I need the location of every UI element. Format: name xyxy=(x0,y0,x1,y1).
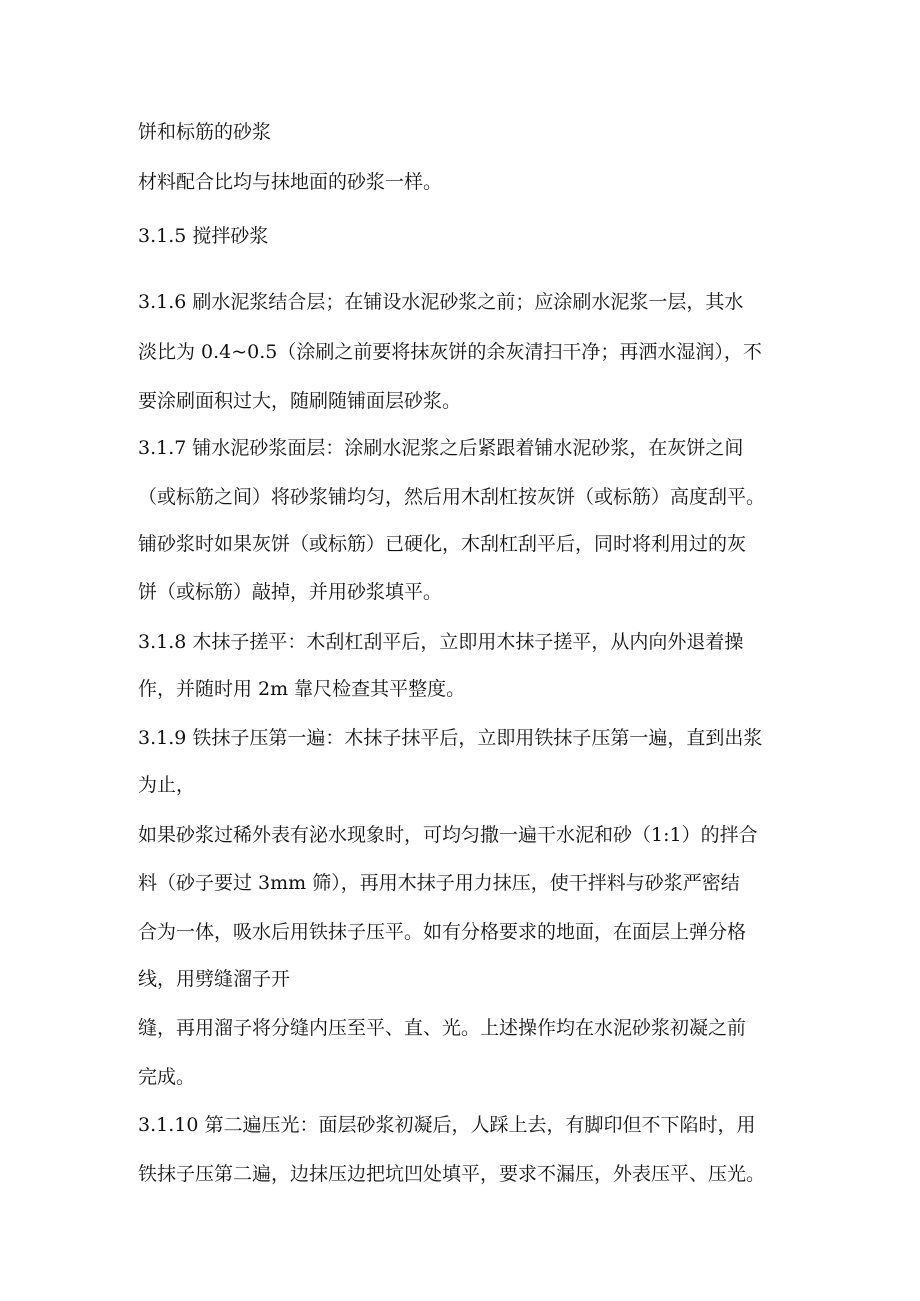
text-line: 合为一体，吸水后用铁抹子压平。如有分格要求的地面，在面层上弹分格 xyxy=(138,921,747,943)
text-line: 3.1.6 刷水泥浆结合层；在铺设水泥砂浆之前；应涂刷水泥浆一层，其水 xyxy=(138,291,744,313)
text-line: 线，用劈缝溜子开 xyxy=(138,968,291,990)
text-line: 料（砂子要过 3mm 筛），再用木抹子用力抹压，使干拌料与砂浆严密结 xyxy=(138,872,740,894)
text-line: （或标筋之间）将砂浆铺均匀，然后用木刮杠按灰饼（或标筋）高度刮平。 xyxy=(138,486,766,508)
text-line: 作，并随时用 2m 靠尺检查其平整度。 xyxy=(138,678,466,700)
text-line: 3.1.7 铺水泥砂浆面层：涂刷水泥浆之后紧跟着铺水泥砂浆，在灰饼之间 xyxy=(138,437,744,459)
text-line: 要涂刷面积过大，随刷随铺面层砂浆。 xyxy=(138,390,462,412)
text-line: 铺砂浆时如果灰饼（或标筋）已硬化，木刮杠刮平后，同时将利用过的灰 xyxy=(138,533,747,555)
text-line: 材料配合比均与抹地面的砂浆一样。 xyxy=(138,171,443,193)
text-line: 完成。 xyxy=(138,1066,196,1088)
text-line: 缝，再用溜子将分缝内压至平、直、光。上述操作均在水泥砂浆初凝之前 xyxy=(138,1017,747,1039)
text-line: 如果砂浆过稀外表有泌水现象时，可均匀撒一遍干水泥和砂（1:1）的拌合 xyxy=(138,824,758,846)
section-heading: 3.1.5 搅拌砂浆 xyxy=(138,225,269,247)
text-line: 淡比为 0.4~0.5（涂刷之前要将抹灰饼的余灰清扫干净；再洒水湿润），不 xyxy=(138,341,762,363)
text-line: 铁抹子压第二遍，边抹压边把坑凹处填平，要求不漏压，外表压平、压光。 xyxy=(138,1163,766,1185)
text-line: 饼和标筋的砂浆 xyxy=(138,121,272,143)
text-line: 为止， xyxy=(138,774,196,796)
text-line: 饼（或标筋）敲掉，并用砂浆填平。 xyxy=(138,581,443,603)
text-line: 3.1.10 第二遍压光：面层砂浆初凝后，人踩上去，有脚印但不下陷时，用 xyxy=(138,1114,756,1136)
text-line: 3.1.8 木抹子搓平：木刮杠刮平后，立即用木抹子搓平，从内向外退着操 xyxy=(138,631,744,653)
text-line: 3.1.9 铁抹子压第一遍：木抹子抹平后，立即用铁抹子压第一遍，直到出浆 xyxy=(138,727,763,749)
